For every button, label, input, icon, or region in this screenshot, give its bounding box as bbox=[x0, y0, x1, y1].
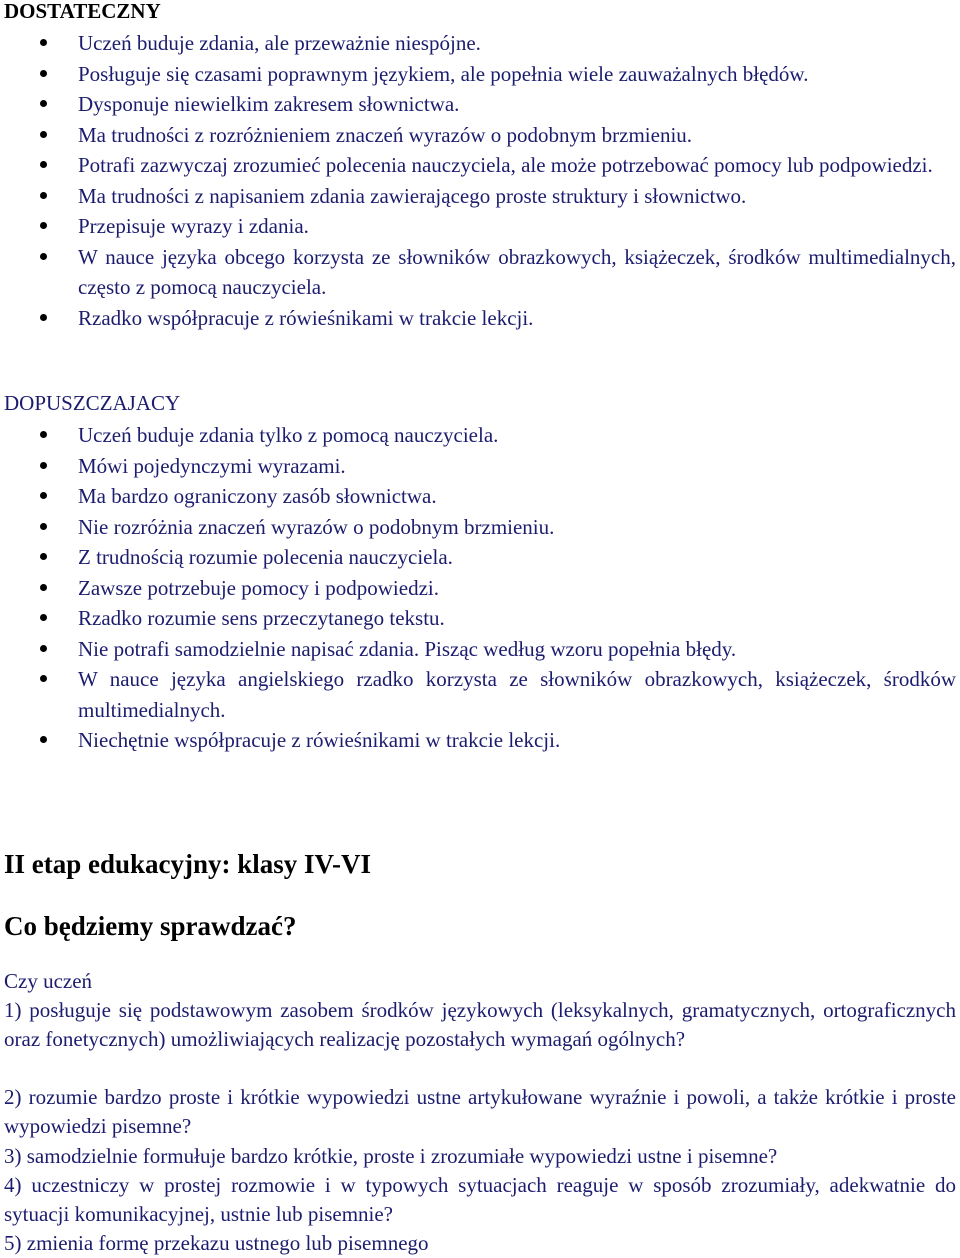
bullet-icon bbox=[40, 192, 47, 199]
list-item: Nie potrafi samodzielnie napisać zdania. Pisząc według wzoru popełnia błędy. bbox=[0, 634, 960, 665]
list-item: Rzadko współpracuje z rówieśnikami w trakcie lekcji. bbox=[0, 303, 960, 334]
bullet-icon bbox=[40, 736, 47, 743]
question-2: 2) rozumie bardzo proste i krótkie wypowiedzi ustne artykułowane wyraźnie i powoli, a także krótkie i proste wypowiedzi pisemne? bbox=[4, 1085, 956, 1138]
list-item: Ma bardzo ograniczony zasób słownictwa. bbox=[0, 481, 960, 512]
stage-subtitle: Co będziemy sprawdzać? bbox=[4, 911, 297, 941]
bullet-icon bbox=[40, 431, 47, 438]
list-item: Nie rozróżnia znaczeń wyrazów o podobnym brzmieniu. bbox=[0, 512, 960, 543]
list-dostateczny bbox=[0, 28, 960, 333]
list-dopuszczajacy bbox=[0, 420, 960, 756]
list-item: Niechętnie współpracuje z rówieśnikami w trakcie lekcji. bbox=[0, 725, 960, 756]
stage-title: II etap edukacyjny: klasy IV-VI bbox=[4, 849, 372, 879]
bullet-icon bbox=[40, 492, 47, 499]
list-item: Ma trudności z napisaniem zdania zawierającego proste struktury i słownictwo. bbox=[0, 181, 960, 212]
list-item: Potrafi zazwyczaj zrozumieć polecenia nauczyciela, ale może potrzebować pomocy lub podpowiedzi. bbox=[0, 150, 960, 181]
bullet-icon bbox=[40, 553, 47, 560]
bullet-icon bbox=[40, 222, 47, 229]
list-item: Ma trudności z rozróżnieniem znaczeń wyrazów o podobnym brzmieniu. bbox=[0, 120, 960, 151]
bullet-icon bbox=[40, 645, 47, 652]
heading-dopuszczajacy: DOPUSZCZAJACY bbox=[4, 391, 181, 415]
list-item: Rzadko rozumie sens przeczytanego tekstu. bbox=[0, 603, 960, 634]
bullet-icon bbox=[40, 614, 47, 621]
list-item: Dysponuje niewielkim zakresem słownictwa. bbox=[0, 89, 960, 120]
bullet-icon bbox=[40, 584, 47, 591]
bullet-icon bbox=[40, 161, 47, 168]
list-item: Mówi pojedynczymi wyrazami. bbox=[0, 451, 960, 482]
stage-intro: Czy uczeń bbox=[4, 969, 93, 993]
question-3: 3) samodzielnie formułuje bardzo krótkie, proste i zrozumiałe wypowiedzi ustne i pisemne? bbox=[4, 1144, 778, 1168]
list-item: W nauce języka angielskiego rzadko korzysta ze słowników obrazkowych, książeczek, środków multimedialnych. bbox=[0, 664, 960, 725]
bullet-icon bbox=[40, 131, 47, 138]
question-4: 4) uczestniczy w prostej rozmowie i w typowych sytuacjach reaguje w sposób zrozumiały, adekwatnie do sytuacji komunikacyjnej, ustnie lub pisemnie? bbox=[4, 1173, 956, 1226]
list-item: W nauce języka obcego korzysta ze słowników obrazkowych, książeczek, środków multimedialnych, często z pomocą nauczyciela. bbox=[0, 242, 960, 303]
list-item: Uczeń buduje zdania tylko z pomocą nauczyciela. bbox=[0, 420, 960, 451]
list-item: Zawsze potrzebuje pomocy i podpowiedzi. bbox=[0, 573, 960, 604]
question-1: 1) posługuje się podstawowym zasobem środków językowych (leksykalnych, gramatycznych, ortograficznych oraz fonetycznych) umożliwiających realizację pozostałych wymagań ogólnych? bbox=[4, 998, 956, 1051]
list-item: Przepisuje wyrazy i zdania. bbox=[0, 211, 960, 242]
question-5: 5) zmienia formę przekazu ustnego lub pisemnego bbox=[4, 1231, 429, 1255]
bullet-icon bbox=[40, 523, 47, 530]
list-item: Posługuje się czasami poprawnym językiem, ale popełnia wiele zauważalnych błędów. bbox=[0, 59, 960, 90]
bullet-icon bbox=[40, 462, 47, 469]
heading-dostateczny: DOSTATECZNY bbox=[4, 0, 161, 23]
list-item: Uczeń buduje zdania, ale przeważnie niespójne. bbox=[0, 28, 960, 59]
bullet-icon bbox=[40, 675, 47, 682]
bullet-icon bbox=[40, 70, 47, 77]
bullet-icon bbox=[40, 100, 47, 107]
bullet-icon bbox=[40, 314, 47, 321]
list-item: Z trudnością rozumie polecenia nauczyciela. bbox=[0, 542, 960, 573]
bullet-icon bbox=[40, 39, 47, 46]
bullet-icon bbox=[40, 253, 47, 260]
